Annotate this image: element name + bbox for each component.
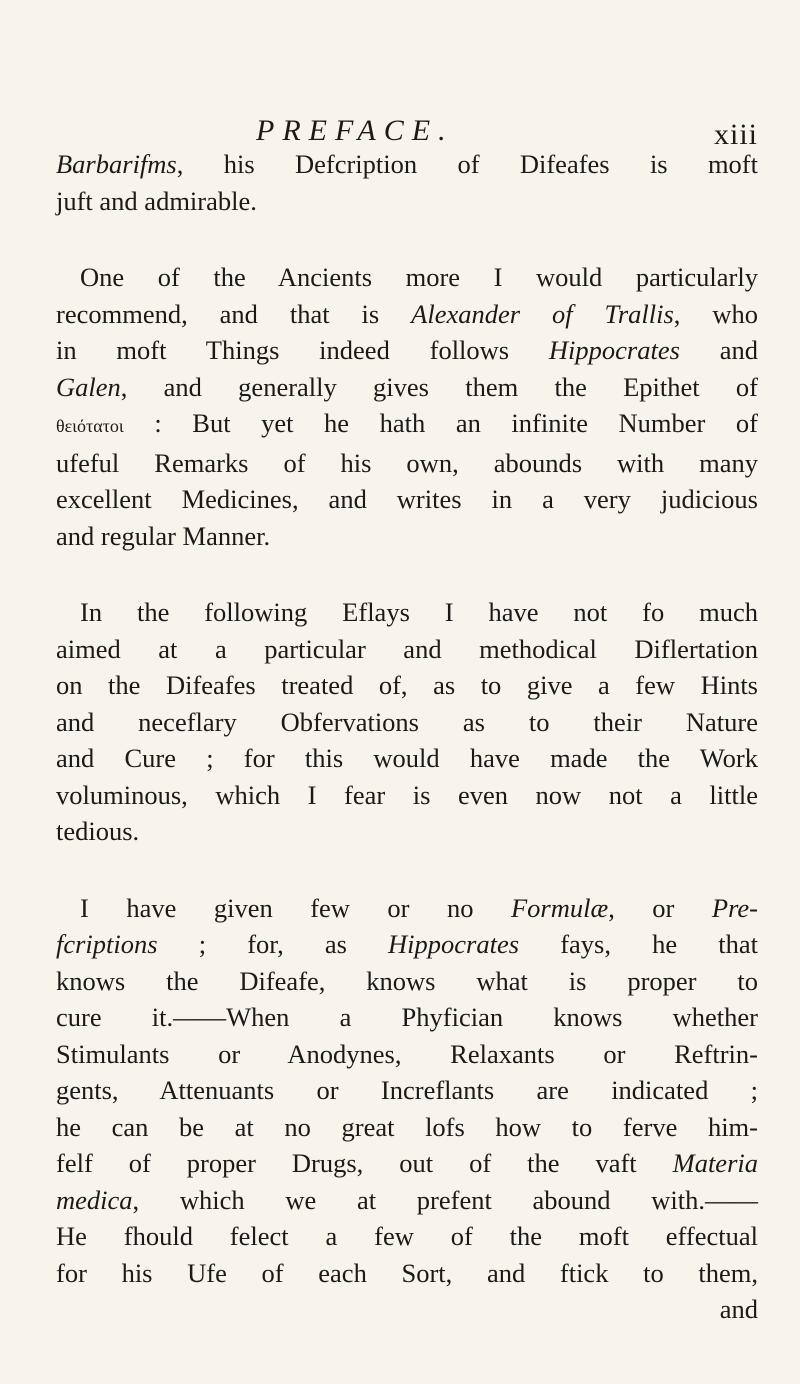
text-line xyxy=(56,999,758,1036)
italic-run: Barbarifms xyxy=(56,149,177,179)
text-run: tedious. xyxy=(56,816,140,846)
text-run: in moft Things indeed follows xyxy=(56,335,549,365)
text-run: He fhould felect a few of the moft effectual xyxy=(56,1221,758,1251)
text-line xyxy=(56,667,758,704)
text-line xyxy=(56,1145,758,1182)
text-run: he can be at no great lofs how to ferve him- xyxy=(56,1111,758,1142)
text-line xyxy=(56,1072,758,1109)
text-run: , or xyxy=(608,892,712,923)
text-line xyxy=(56,1109,758,1146)
text-run: recommend, and that is xyxy=(56,298,412,329)
text-run: and xyxy=(679,335,758,365)
text-line xyxy=(56,369,758,406)
text-run: : But yet he hath an infinite Number of xyxy=(123,408,758,438)
text-line xyxy=(56,1182,758,1219)
italic-run: Hippocrates xyxy=(548,335,680,365)
text-run: ufeful Remarks of his own, abounds with many xyxy=(56,447,758,478)
text-line xyxy=(56,146,758,183)
text-run: One of the Ancients more I would particularly xyxy=(80,262,758,292)
text-line xyxy=(56,740,758,777)
text-run: aimed at a particular and methodical Diflertation xyxy=(56,633,758,664)
text-run: for his Ufe of each Sort, and ftick to them, xyxy=(56,1257,758,1288)
text-run: and neceflary Obfervations as to their Nature xyxy=(56,706,758,737)
text-run: and regular Manner. xyxy=(56,520,271,551)
text-line xyxy=(56,1218,758,1255)
text-run: Stimulants or Anodynes, Relaxants or Reftrin- xyxy=(56,1038,758,1069)
italic-run: Pre- xyxy=(711,892,758,923)
italic-run: fcriptions xyxy=(56,929,158,959)
text-run: In the following Eflays I have not fo much xyxy=(80,597,758,627)
text-line xyxy=(56,963,758,1000)
page-number: xiii xyxy=(713,118,758,151)
text-run: , who xyxy=(673,298,759,329)
text-line xyxy=(56,518,758,555)
text-run: and xyxy=(719,1294,758,1324)
text-run: , and generally gives them the Epithet of xyxy=(120,371,758,402)
text-run: , his Defcription of Difeafes is moft xyxy=(176,149,758,179)
italic-run: Galen xyxy=(56,371,121,402)
text-line xyxy=(56,777,758,814)
text-run: I have given few or no xyxy=(80,892,511,923)
text-line xyxy=(56,1291,758,1328)
paragraph xyxy=(56,594,758,850)
running-title: PREFACE. xyxy=(256,114,454,147)
text-run: felf of proper Drugs, out of the vaft xyxy=(56,1148,673,1178)
text-run: , which we at prefent abound with.—— xyxy=(132,1184,758,1215)
paragraph xyxy=(56,890,758,1328)
text-run: ; for, as xyxy=(157,929,389,959)
text-line xyxy=(56,926,758,963)
text-line xyxy=(56,631,758,668)
text-line xyxy=(56,1255,758,1292)
text-run: on the Difeafes treated of, as to give a few Hints xyxy=(56,670,758,700)
text-run: cure it.——When a Phyfician knows whether xyxy=(56,1002,758,1032)
text-run: voluminous, which I fear is even now not a little xyxy=(56,779,758,810)
text-line xyxy=(56,405,758,445)
text-run: fays, he that xyxy=(519,929,758,959)
paragraph xyxy=(56,146,758,219)
text-line xyxy=(56,183,758,220)
text-line xyxy=(56,259,758,296)
text-line xyxy=(56,1036,758,1073)
text-line xyxy=(56,594,758,631)
text-line xyxy=(56,813,758,850)
text-line xyxy=(56,445,758,482)
italic-run: medica xyxy=(56,1184,133,1215)
greek-run: θειότατοι xyxy=(56,416,124,436)
text-line xyxy=(56,332,758,369)
italic-run: Materia xyxy=(672,1148,758,1178)
text-run: excellent Medicines, and writes in a very judicious xyxy=(56,484,758,514)
text-line xyxy=(56,296,758,333)
page-header xyxy=(56,98,758,151)
paragraph xyxy=(56,259,758,554)
text-line xyxy=(56,704,758,741)
text-run: and Cure ; for this would have made the Work xyxy=(56,743,758,773)
text-run: juft and admirable. xyxy=(56,185,257,216)
text-line xyxy=(56,890,758,927)
italic-run: Alexander of Trallis xyxy=(411,298,674,329)
text-line xyxy=(56,481,758,518)
italic-run: Formulæ xyxy=(511,892,609,923)
body-text xyxy=(56,146,758,1328)
text-run: knows the Difeafe, knows what is proper to xyxy=(56,965,758,996)
italic-run: Hippocrates xyxy=(388,929,520,959)
text-run: gents, Attenuants or Increflants are indicated ; xyxy=(56,1075,758,1105)
